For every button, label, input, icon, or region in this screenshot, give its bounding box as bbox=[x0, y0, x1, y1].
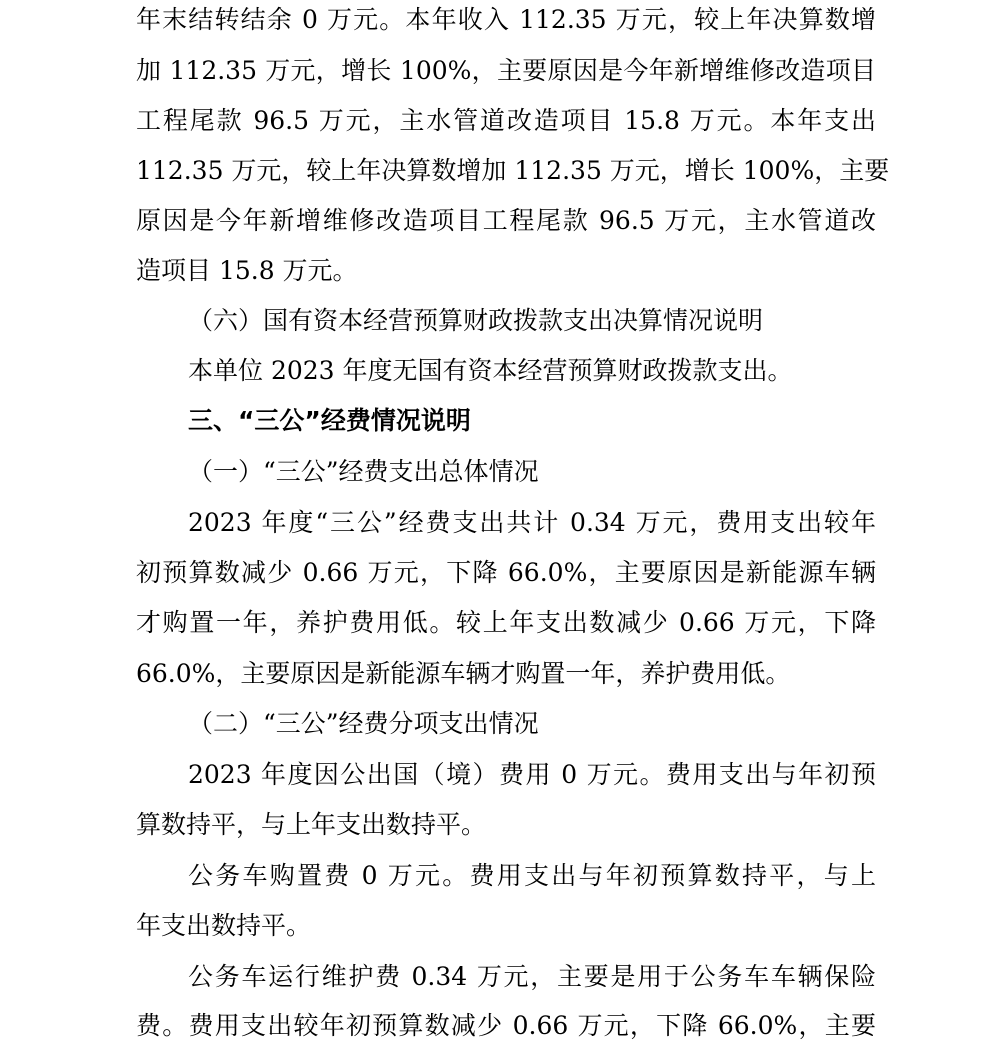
subsection-heading-one: （一）“三公”经费支出总体情况 bbox=[188, 457, 539, 486]
body-line: 2023 年度因公出国（境）费用 0 万元。费用支出与年初预 bbox=[188, 760, 876, 789]
body-line: 算数持平，与上年支出数持平。 bbox=[136, 810, 487, 839]
subsection-heading-two: （二）“三公”经费分项支出情况 bbox=[188, 709, 539, 738]
section-heading-three: 三、“三公”经费情况说明 bbox=[188, 406, 471, 435]
body-line: 年支出数持平。 bbox=[136, 911, 312, 940]
body-line: 加 112.35 万元，增长 100%，主要原因是今年新增维修改造项目 bbox=[136, 56, 876, 85]
body-line: 公务车运行维护费 0.34 万元，主要是用于公务车车辆保险 bbox=[188, 962, 876, 991]
body-line: 才购置一年，养护费用低。较上年支出数减少 0.66 万元，下降 bbox=[136, 608, 876, 637]
body-line: 造项目 15.8 万元。 bbox=[136, 256, 358, 285]
body-line: 66.0%，主要原因是新能源车辆才购置一年，养护费用低。 bbox=[136, 659, 791, 688]
body-line: 112.35 万元，较上年决算数增加 112.35 万元，增长 100%，主要 bbox=[136, 156, 890, 185]
body-paragraph: 本单位 2023 年度无国有资本经营预算财政拨款支出。 bbox=[188, 356, 793, 385]
body-line: 2023 年度“三公”经费支出共计 0.34 万元，费用支出较年 bbox=[188, 508, 876, 537]
body-line: 公务车购置费 0 万元。费用支出与年初预算数持平，与上 bbox=[188, 861, 876, 890]
body-line: 工程尾款 96.5 万元，主水管道改造项目 15.8 万元。本年支出 bbox=[136, 106, 876, 135]
body-line: 初预算数减少 0.66 万元，下降 66.0%，主要原因是新能源车辆 bbox=[136, 558, 876, 587]
section-heading-six: （六）国有资本经营预算财政拨款支出决算情况说明 bbox=[188, 306, 764, 335]
body-line: 年末结转结余 0 万元。本年收入 112.35 万元，较上年决算数增 bbox=[136, 5, 876, 34]
body-line: 原因是今年新增维修改造项目工程尾款 96.5 万元，主水管道改 bbox=[136, 206, 876, 235]
body-line: 费。费用支出较年初预算数减少 0.66 万元，下降 66.0%，主要 bbox=[136, 1011, 876, 1040]
